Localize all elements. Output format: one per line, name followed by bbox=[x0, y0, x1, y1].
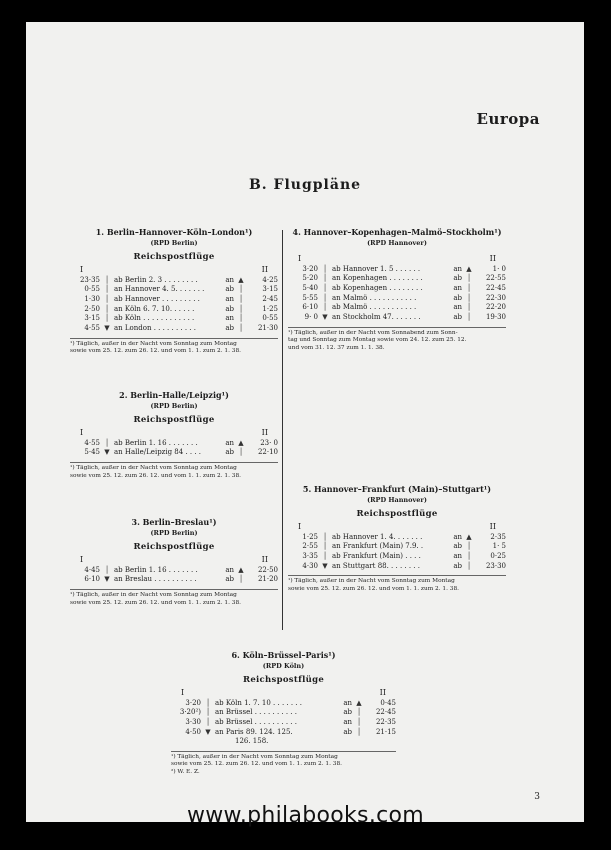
up-arrow-icon: │ bbox=[238, 575, 244, 584]
region-header: Europa bbox=[476, 110, 540, 128]
footnote-line: ¹) Täglich, außer in der Nacht vom Sonntag zum Montag bbox=[70, 340, 237, 347]
direction: ab bbox=[343, 727, 352, 736]
direction: ab bbox=[225, 323, 234, 332]
table-row bbox=[171, 736, 396, 746]
down-arrow-icon: │ bbox=[322, 542, 328, 551]
table-row bbox=[70, 294, 278, 304]
col-ii-header: II bbox=[379, 688, 386, 697]
station: an Stuttgart 88. . . . . . . . bbox=[332, 561, 420, 570]
time-return: 0·45 bbox=[380, 698, 396, 707]
table-row bbox=[70, 323, 278, 333]
table-row bbox=[288, 312, 506, 322]
station: an Brüssel . . . . . . . . . . bbox=[215, 708, 297, 717]
timetable-rows bbox=[288, 264, 506, 322]
station: an Hannover 4. 5. . . . . . . bbox=[114, 285, 205, 294]
table-row bbox=[70, 304, 278, 314]
rpd-label: (RPD Berlin) bbox=[150, 239, 198, 247]
time-return: 1· 5 bbox=[492, 542, 506, 551]
rpd-label: (RPD Berlin) bbox=[150, 529, 198, 537]
table-row bbox=[171, 717, 396, 727]
timetable-2 bbox=[70, 390, 278, 480]
table-row bbox=[70, 438, 278, 448]
watermark-text: www.philabooks.com bbox=[186, 803, 425, 828]
station: ab Köln . . . . . . . . . . . . bbox=[114, 314, 195, 323]
direction: an bbox=[453, 532, 462, 541]
down-arrow-icon: │ bbox=[104, 438, 110, 447]
footnote-line: sowie vom 25. 12. zum 26. 12. und vom 1. 1. zum 2. 1. 38. bbox=[171, 761, 342, 768]
down-arrow-icon: │ bbox=[322, 274, 328, 283]
col-i-header: I bbox=[80, 555, 84, 564]
time-return: 22·10 bbox=[257, 448, 278, 457]
table-row bbox=[288, 551, 506, 561]
station: an Paris 89. 124. 125. bbox=[215, 727, 293, 736]
col-i-header: I bbox=[80, 428, 84, 437]
direction: an bbox=[225, 275, 234, 284]
time-return: 23· 0 bbox=[260, 438, 278, 447]
station: an Malmö . . . . . . . . . . . bbox=[332, 293, 417, 302]
up-arrow-icon: │ bbox=[466, 542, 472, 551]
down-arrow-icon: │ bbox=[205, 717, 211, 726]
direction: an bbox=[453, 264, 462, 273]
station: ab Köln 1. 7. 10 . . . . . . . bbox=[215, 698, 302, 707]
up-arrow-icon: │ bbox=[238, 323, 244, 332]
time-return: 0·25 bbox=[490, 551, 506, 560]
service-label: Reichspostflüge bbox=[242, 675, 325, 685]
time-return: 22·55 bbox=[485, 274, 506, 283]
timetable-title: 5. Hannover–Frankfurt (Main)–Stuttgart¹) bbox=[302, 484, 492, 494]
up-arrow-icon: │ bbox=[466, 283, 472, 292]
time-return: 21·15 bbox=[375, 727, 396, 736]
down-arrow-icon: │ bbox=[322, 293, 328, 302]
table-row bbox=[70, 448, 278, 458]
footnote-line: sowie vom 25. 12. zum 26. 12. und vom 1. 1. zum 2. 1. 38. bbox=[70, 599, 241, 606]
table-row bbox=[70, 275, 278, 285]
timetable-title: 6. Köln–Brüssel–Paris¹) bbox=[231, 650, 336, 660]
time-outbound: 3·30 bbox=[185, 717, 201, 726]
timetable-4 bbox=[288, 227, 506, 352]
time-return: 21·30 bbox=[257, 323, 278, 332]
time-return: 22·30 bbox=[485, 293, 506, 302]
direction: an bbox=[453, 303, 462, 312]
rpd-label: (RPD Hannover) bbox=[367, 239, 427, 247]
down-arrow-icon: │ bbox=[104, 285, 110, 294]
service-label: Reichspostflüge bbox=[133, 415, 215, 425]
time-outbound: 4·45 bbox=[84, 565, 100, 574]
down-arrow-icon: ▼ bbox=[104, 448, 110, 457]
footnote-line: ¹) Täglich, außer in der Nacht vom Sonntag zum Montag bbox=[70, 592, 237, 599]
down-arrow-icon: ▼ bbox=[104, 575, 110, 584]
footnote-line: sowie vom 25. 12. zum 26. 12. und vom 1. 1. zum 2. 1. 38. bbox=[70, 348, 241, 355]
timetable-title: 1. Berlin–Hannover–Köln–London¹) bbox=[95, 227, 253, 237]
down-arrow-icon: │ bbox=[322, 283, 328, 292]
station: ab Kopenhagen . . . . . . . . bbox=[332, 283, 423, 292]
up-arrow-icon: │ bbox=[466, 551, 472, 560]
page-number: 3 bbox=[534, 792, 540, 802]
footnote-block bbox=[70, 589, 278, 607]
table-row bbox=[288, 283, 506, 293]
footnote-line: und vom 31. 12. 37 zum 1. 1. 38. bbox=[288, 344, 385, 351]
up-arrow-icon: ▲ bbox=[238, 438, 244, 447]
footnote-line: ¹) Täglich, außer in der Nacht vom Sonntag zum Montag bbox=[171, 753, 338, 760]
up-arrow-icon: │ bbox=[238, 314, 244, 323]
direction: ab bbox=[225, 448, 234, 457]
up-arrow-icon: │ bbox=[238, 448, 244, 457]
footnote-line: sowie vom 25. 12. zum 26. 12. und vom 1. 1. zum 2. 1. 38. bbox=[70, 472, 241, 479]
up-arrow-icon: │ bbox=[466, 312, 472, 321]
footnote-line: ¹) Täglich, außer in der Nacht vom Sonnabend zum Sonn- bbox=[288, 329, 458, 336]
col-ii-header: II bbox=[489, 254, 496, 263]
table-row bbox=[70, 313, 278, 323]
timetable-6 bbox=[171, 650, 396, 776]
col-ii-header: II bbox=[261, 265, 268, 274]
column-divider bbox=[282, 230, 283, 630]
footnote-line: sowie vom 25. 12. zum 26. 12. und vom 1. 1. zum 2. 1. 38. bbox=[288, 585, 459, 592]
station: an Breslau . . . . . . . . . . bbox=[114, 575, 197, 584]
up-arrow-icon: │ bbox=[466, 303, 472, 312]
up-arrow-icon: │ bbox=[466, 293, 472, 302]
station: ab Hannover 1. 5 . . . . . . bbox=[332, 264, 421, 273]
footnote-line: tag und Sonntag zum Montag sowie vom 24. 12. zum 25. 12. bbox=[288, 337, 467, 344]
document-page bbox=[26, 22, 584, 822]
station: ab Hannover . . . . . . . . . bbox=[114, 294, 200, 303]
timetable-rows bbox=[288, 532, 506, 570]
time-return: 1·25 bbox=[262, 304, 278, 313]
time-outbound: 4·50 bbox=[185, 727, 201, 736]
direction: an bbox=[225, 294, 234, 303]
table-row bbox=[288, 542, 506, 552]
col-i-header: I bbox=[80, 265, 84, 274]
time-return: 2·35 bbox=[490, 532, 506, 541]
table-row bbox=[171, 698, 396, 708]
direction: ab bbox=[225, 575, 234, 584]
station: an Halle/Leipzig 84 . . . . bbox=[114, 448, 202, 457]
down-arrow-icon: ▼ bbox=[322, 312, 328, 321]
station: an Kopenhagen . . . . . . . . bbox=[332, 274, 423, 283]
footnote-block bbox=[288, 327, 506, 353]
table-row bbox=[70, 575, 278, 585]
time-return: 19·30 bbox=[485, 312, 506, 321]
table-row bbox=[288, 264, 506, 274]
time-outbound: 5·20 bbox=[302, 274, 318, 283]
down-arrow-icon: │ bbox=[104, 294, 110, 303]
table-row bbox=[288, 302, 506, 312]
station: ab Berlin 2. 3 . . . . . . . . bbox=[114, 275, 198, 284]
footnote-block bbox=[288, 575, 506, 593]
station: ab Malmö . . . . . . . . . . . bbox=[332, 303, 417, 312]
station: 126. 158. bbox=[235, 737, 269, 746]
time-return: 0·55 bbox=[262, 314, 278, 323]
up-arrow-icon: │ bbox=[238, 285, 244, 294]
section-title: B. Flugpläne bbox=[248, 177, 362, 193]
station: ab Brüssel . . . . . . . . . . bbox=[215, 717, 297, 726]
direction: an bbox=[453, 551, 462, 560]
timetable-5 bbox=[288, 484, 506, 593]
time-return: 22·20 bbox=[485, 303, 506, 312]
time-outbound: 6·10 bbox=[84, 575, 100, 584]
down-arrow-icon: │ bbox=[205, 698, 211, 707]
time-return: 3·15 bbox=[262, 285, 278, 294]
down-arrow-icon: │ bbox=[104, 314, 110, 323]
direction: ab bbox=[453, 561, 462, 570]
time-outbound: 3·20 bbox=[185, 698, 201, 707]
down-arrow-icon: │ bbox=[104, 275, 110, 284]
timetable-title: 4. Hannover–Kopenhagen–Malmö–Stockholm¹) bbox=[292, 227, 502, 237]
down-arrow-icon: ▼ bbox=[205, 727, 211, 736]
time-return: 22·35 bbox=[375, 717, 396, 726]
station: ab Berlin 1. 16 . . . . . . . bbox=[114, 438, 198, 447]
time-return: 22·45 bbox=[375, 708, 396, 717]
service-label: Reichspostflüge bbox=[133, 542, 215, 552]
time-outbound: 4·30 bbox=[302, 561, 318, 570]
up-arrow-icon: │ bbox=[466, 561, 472, 570]
direction: an bbox=[343, 717, 352, 726]
direction: ab bbox=[225, 304, 234, 313]
timetable-1 bbox=[70, 227, 278, 356]
time-return: 22·50 bbox=[257, 565, 278, 574]
time-outbound: 5·55 bbox=[302, 293, 318, 302]
direction: ab bbox=[225, 285, 234, 294]
footnote-line: ¹) Täglich, außer in der Nacht vom Sonntag zum Montag bbox=[288, 578, 455, 585]
rpd-label: (RPD Hannover) bbox=[367, 496, 427, 504]
timetable-3 bbox=[70, 517, 278, 607]
down-arrow-icon: │ bbox=[104, 304, 110, 313]
up-arrow-icon: │ bbox=[466, 274, 472, 283]
timetable-title: 3. Berlin–Breslau¹) bbox=[131, 517, 217, 527]
footnote-block bbox=[70, 462, 278, 480]
station: ab Hannover 1. 4. . . . . . . bbox=[332, 532, 423, 541]
down-arrow-icon: │ bbox=[322, 264, 328, 273]
up-arrow-icon: ▲ bbox=[466, 264, 472, 273]
direction: an bbox=[225, 314, 234, 323]
down-arrow-icon: │ bbox=[322, 532, 328, 541]
rpd-label: (RPD Köln) bbox=[262, 662, 305, 670]
time-return: 21·20 bbox=[257, 575, 278, 584]
time-return: 4·25 bbox=[262, 275, 278, 284]
direction: ab bbox=[453, 312, 462, 321]
time-outbound: 3·35 bbox=[302, 551, 318, 560]
time-outbound: 0·55 bbox=[84, 285, 100, 294]
up-arrow-icon: │ bbox=[238, 294, 244, 303]
station: ab Frankfurt (Main) . . . . bbox=[332, 551, 421, 560]
time-return: 22·45 bbox=[485, 283, 506, 292]
station: an Frankfurt (Main) 7.9. . bbox=[332, 542, 424, 551]
time-outbound: 3·20²) bbox=[179, 708, 201, 717]
timetable-title: 2. Berlin–Halle/Leipzig¹) bbox=[119, 390, 229, 400]
direction: an bbox=[225, 565, 234, 574]
col-i-header: I bbox=[181, 688, 185, 697]
time-outbound: 4·55 bbox=[84, 323, 100, 332]
time-return: 1· 0 bbox=[492, 264, 506, 273]
timetable-rows bbox=[70, 438, 278, 457]
time-outbound: 2·50 bbox=[84, 304, 100, 313]
time-outbound: 6·10 bbox=[302, 303, 318, 312]
table-row bbox=[171, 708, 396, 718]
time-outbound: 1·30 bbox=[84, 294, 100, 303]
down-arrow-icon: │ bbox=[104, 565, 110, 574]
timetable-rows bbox=[171, 698, 396, 746]
station: an Köln 6. 7. 10. . . . . . bbox=[114, 304, 195, 313]
col-i-header: I bbox=[298, 522, 302, 531]
rpd-label: (RPD Berlin) bbox=[150, 402, 198, 410]
direction: ab bbox=[453, 293, 462, 302]
station: an London . . . . . . . . . . bbox=[114, 323, 196, 332]
down-arrow-icon: │ bbox=[322, 551, 328, 560]
up-arrow-icon: │ bbox=[356, 727, 362, 736]
time-outbound: 2·55 bbox=[302, 542, 318, 551]
down-arrow-icon: ▼ bbox=[322, 561, 328, 570]
time-return: 2·45 bbox=[262, 294, 278, 303]
table-row bbox=[171, 727, 396, 737]
direction: ab bbox=[453, 542, 462, 551]
footnote-block bbox=[171, 751, 396, 777]
direction: an bbox=[453, 283, 462, 292]
direction: ab bbox=[453, 274, 462, 283]
time-return: 23·30 bbox=[485, 561, 506, 570]
up-arrow-icon: ▲ bbox=[238, 565, 244, 574]
time-outbound: 5·40 bbox=[302, 283, 318, 292]
table-row bbox=[288, 274, 506, 284]
service-label: Reichspostflüge bbox=[133, 252, 215, 262]
time-outbound: 3·20 bbox=[302, 264, 318, 273]
col-ii-header: II bbox=[261, 555, 268, 564]
footnote-line: ¹) Täglich, außer in der Nacht vom Sonntag zum Montag bbox=[70, 465, 237, 472]
down-arrow-icon: ▼ bbox=[104, 323, 110, 332]
timetable-rows bbox=[70, 565, 278, 584]
station: ab Berlin 1. 16 . . . . . . . bbox=[114, 565, 198, 574]
table-row bbox=[70, 285, 278, 295]
footnote-line: ²) W. E. Z. bbox=[171, 768, 200, 775]
direction: an bbox=[343, 698, 352, 707]
col-ii-header: II bbox=[261, 428, 268, 437]
table-row bbox=[288, 561, 506, 571]
up-arrow-icon: ▲ bbox=[356, 698, 362, 707]
direction: ab bbox=[343, 708, 352, 717]
footnote-block bbox=[70, 338, 278, 356]
up-arrow-icon: ▲ bbox=[238, 275, 244, 284]
up-arrow-icon: │ bbox=[356, 708, 362, 717]
table-row bbox=[70, 565, 278, 575]
time-outbound: 1·25 bbox=[302, 532, 318, 541]
time-outbound: 3·15 bbox=[84, 314, 100, 323]
timetable-rows bbox=[70, 275, 278, 333]
time-outbound: 9· 0 bbox=[304, 312, 318, 321]
up-arrow-icon: │ bbox=[356, 717, 362, 726]
time-outbound: 5·45 bbox=[84, 448, 100, 457]
table-row bbox=[288, 293, 506, 303]
table-row bbox=[288, 532, 506, 542]
time-outbound: 23·35 bbox=[79, 275, 100, 284]
up-arrow-icon: │ bbox=[238, 304, 244, 313]
col-ii-header: II bbox=[489, 522, 496, 531]
up-arrow-icon: ▲ bbox=[466, 532, 472, 541]
station: an Stockholm 47. . . . . . . bbox=[332, 312, 421, 321]
direction: an bbox=[225, 438, 234, 447]
service-label: Reichspostflüge bbox=[356, 509, 438, 519]
time-outbound: 4·55 bbox=[84, 438, 100, 447]
col-i-header: I bbox=[298, 254, 302, 263]
down-arrow-icon: │ bbox=[205, 708, 211, 717]
down-arrow-icon: │ bbox=[322, 303, 328, 312]
